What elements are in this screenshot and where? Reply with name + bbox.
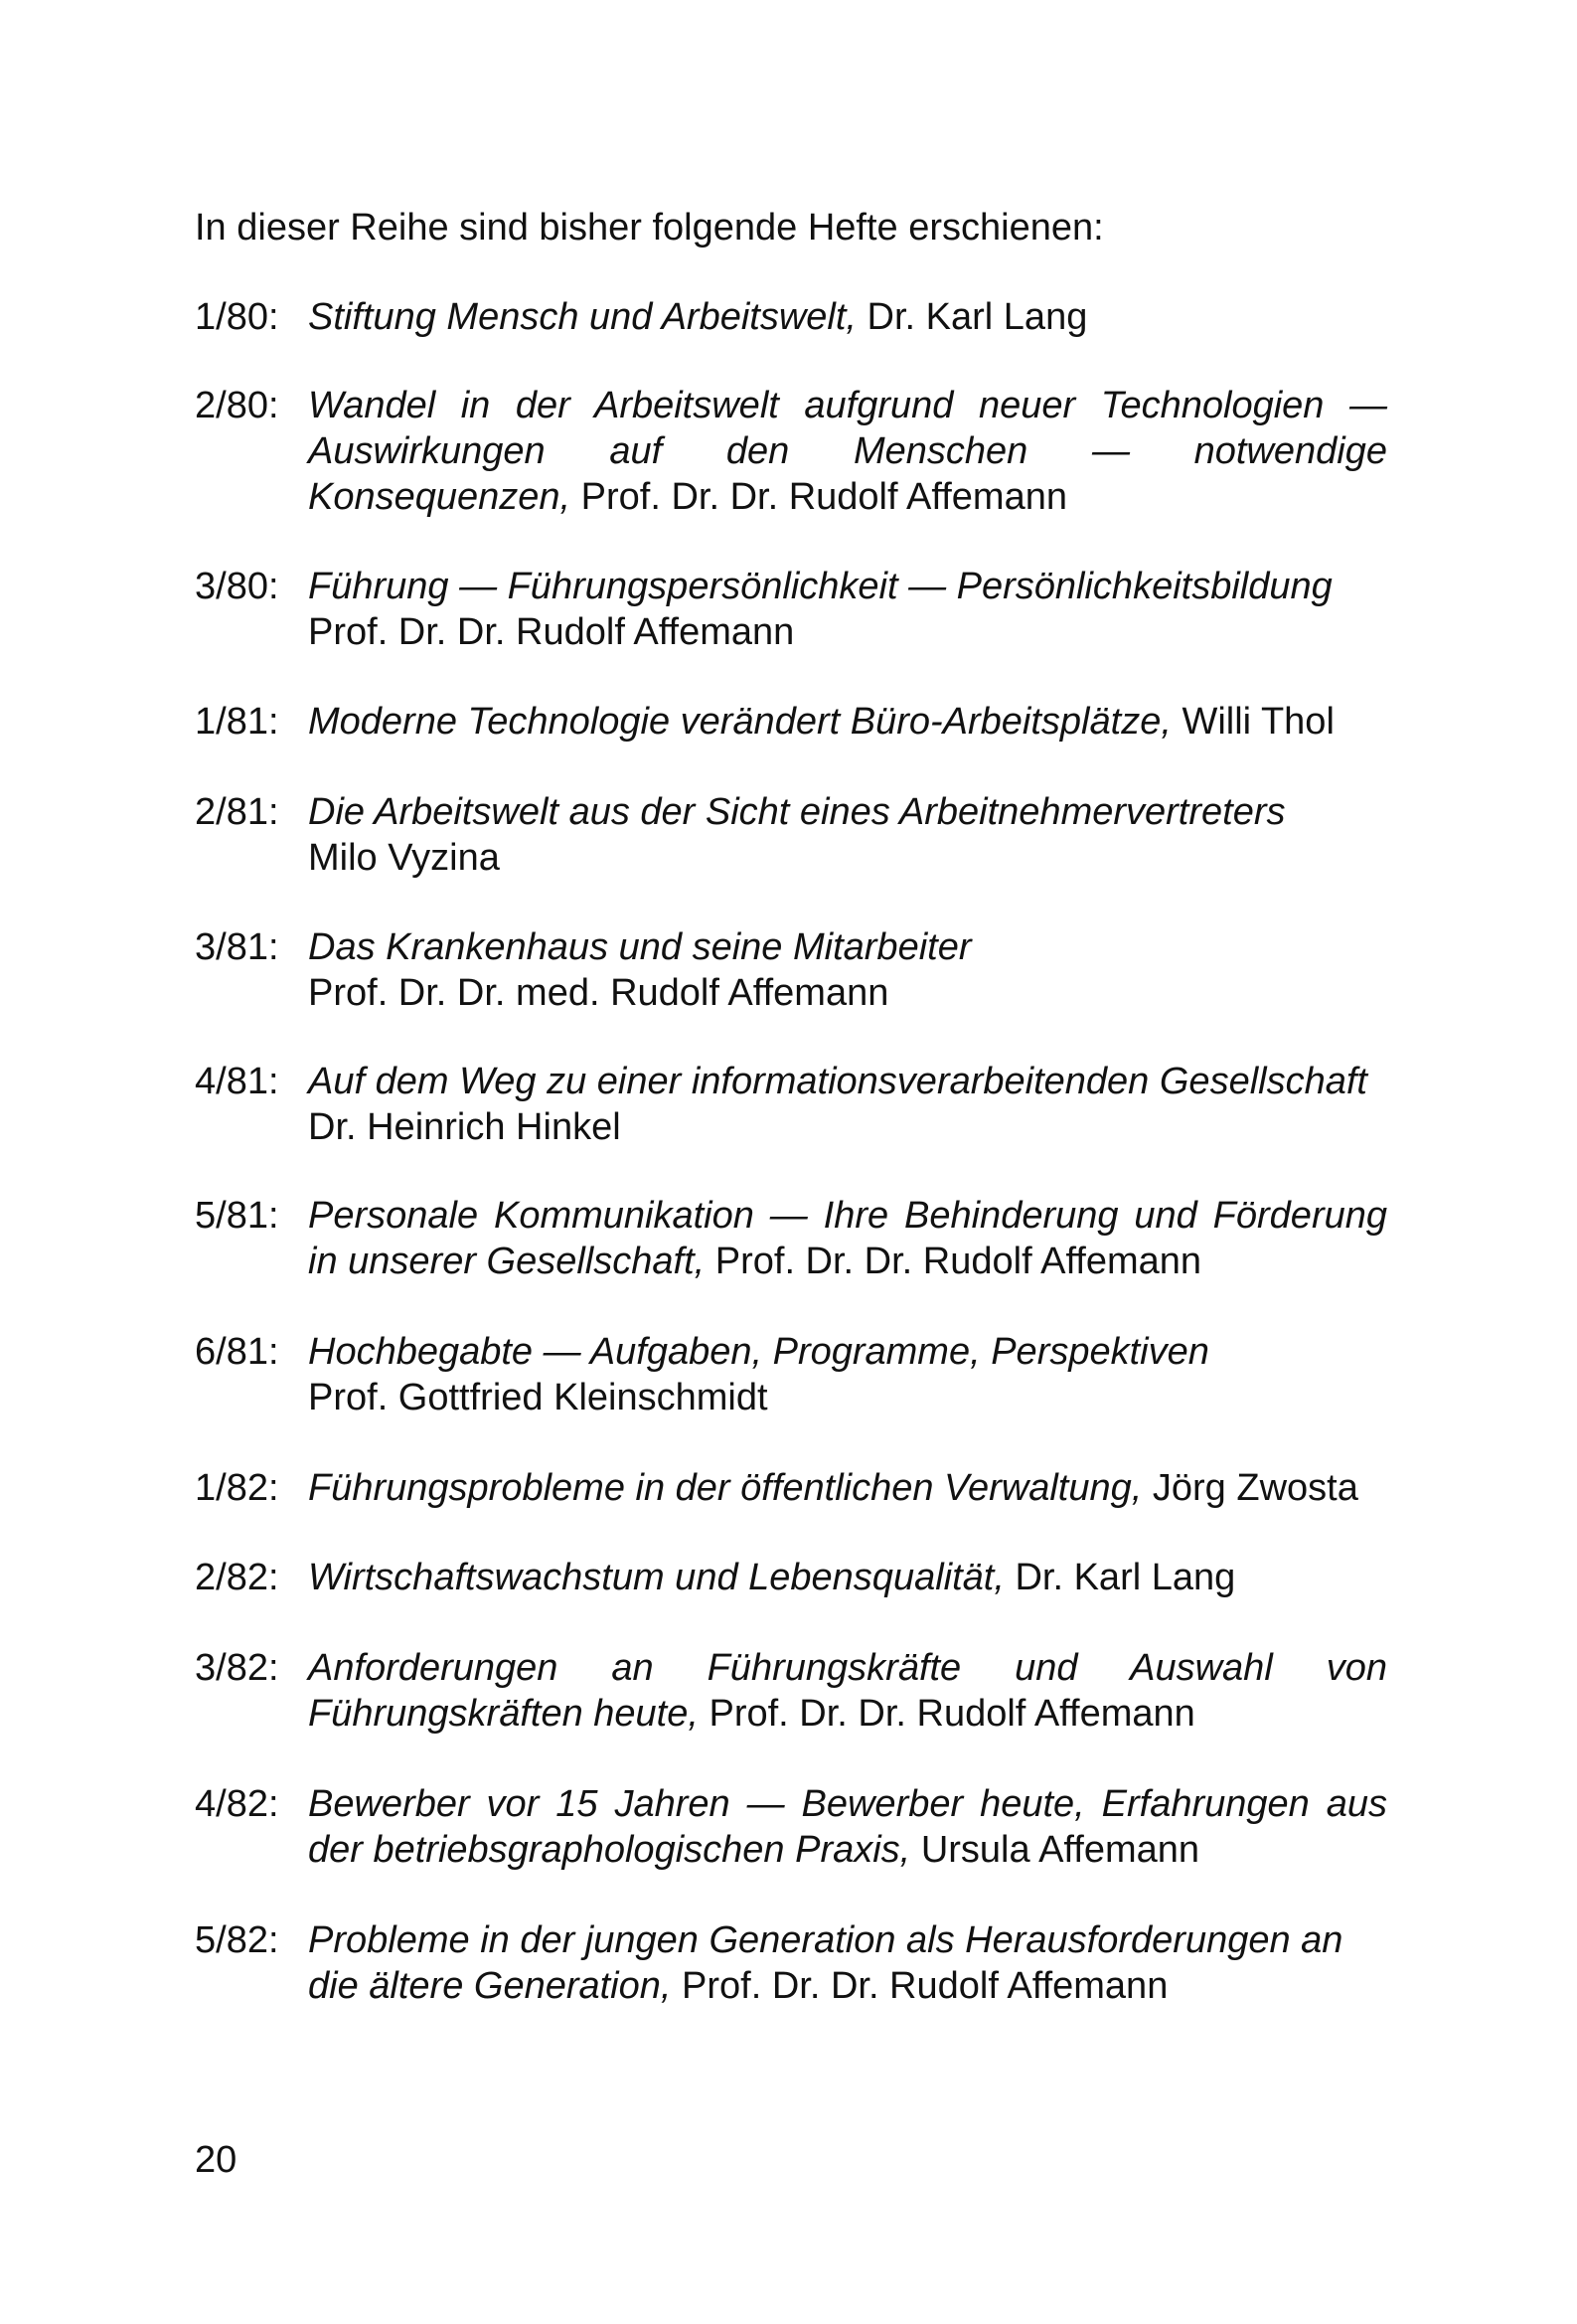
issue-number: 2/81: bbox=[195, 791, 279, 833]
intro-text: In dieser Reihe sind bisher folgende Hefte erschienen: bbox=[195, 207, 1104, 249]
issue-author: Prof. Dr. Dr. Rudolf Affemann bbox=[709, 1693, 1195, 1735]
issue-title: Führung — Führungspersönlichkeit — Persönlichkeitsbildung bbox=[308, 566, 1333, 607]
issue-author: Willi Thol bbox=[1182, 701, 1335, 743]
issue-number: 2/80: bbox=[195, 385, 279, 426]
issue-number: 1/80: bbox=[195, 296, 279, 338]
issue-author: Dr. Karl Lang bbox=[1015, 1557, 1236, 1598]
issue-title: Die Arbeitswelt aus der Sicht eines Arbeitnehmervertreters bbox=[308, 791, 1286, 833]
list-item bbox=[195, 924, 1387, 1016]
issue-author: Prof. Dr. Dr. Rudolf Affemann bbox=[308, 611, 795, 653]
issue-title: Stiftung Mensch und Arbeitswelt, bbox=[308, 296, 857, 338]
issue-number: 3/82: bbox=[195, 1647, 279, 1689]
issue-number: 1/82: bbox=[195, 1467, 279, 1509]
issue-number: 4/82: bbox=[195, 1783, 279, 1825]
issue-title: Probleme in der jungen Generation als Herausforderungen an die ältere Generation, bbox=[308, 1919, 1343, 2007]
page-number: 20 bbox=[195, 2139, 237, 2181]
issue-title: Führungsprobleme in der öffentlichen Verwaltung, bbox=[308, 1467, 1143, 1509]
list-item bbox=[195, 294, 1387, 340]
issue-number: 5/81: bbox=[195, 1195, 279, 1237]
issue-author: Prof. Dr. Dr. Rudolf Affemann bbox=[580, 476, 1067, 518]
issue-title: Hochbegabte — Aufgaben, Programme, Perspektiven bbox=[308, 1331, 1209, 1373]
issue-author: Dr. Karl Lang bbox=[867, 296, 1088, 338]
issue-number: 1/81: bbox=[195, 701, 279, 743]
issue-author: Milo Vyzina bbox=[308, 837, 500, 879]
issue-number: 3/80: bbox=[195, 566, 279, 607]
issue-number: 5/82: bbox=[195, 1919, 279, 1961]
list-item bbox=[195, 1465, 1387, 1511]
list-item bbox=[195, 1059, 1387, 1150]
issue-author: Prof. Dr. Dr. Rudolf Affemann bbox=[682, 1965, 1169, 2007]
list-item bbox=[195, 1781, 1387, 1873]
list-item bbox=[195, 1329, 1387, 1420]
issue-author: Prof. Gottfried Kleinschmidt bbox=[308, 1377, 768, 1418]
issue-title: Anforderungen an Führungskräfte und Auswahl von Führungskräften heute, bbox=[308, 1647, 1387, 1735]
issue-number: 3/81: bbox=[195, 926, 279, 968]
list-item bbox=[195, 1917, 1387, 2009]
issue-author: Ursula Affemann bbox=[920, 1829, 1200, 1871]
issue-title: Wirtschaftswachstum und Lebensqualität, bbox=[308, 1557, 1005, 1598]
issue-title: Das Krankenhaus und seine Mitarbeiter bbox=[308, 926, 972, 968]
issue-title: Moderne Technologie verändert Büro-Arbeitsplätze, bbox=[308, 701, 1172, 743]
issue-number: 4/81: bbox=[195, 1061, 279, 1102]
issue-author: Dr. Heinrich Hinkel bbox=[308, 1106, 621, 1148]
list-item bbox=[195, 564, 1387, 655]
issue-author: Prof. Dr. Dr. med. Rudolf Affemann bbox=[308, 972, 889, 1014]
issue-author: Jörg Zwosta bbox=[1152, 1467, 1358, 1509]
list-item bbox=[195, 699, 1387, 745]
issue-number: 6/81: bbox=[195, 1331, 279, 1373]
issue-title: Personale Kommunikation — Ihre Behinderung und Förderung in unserer Gesellschaft, bbox=[308, 1195, 1387, 1282]
issue-title: Wandel in der Arbeitswelt aufgrund neuer Technologien — Auswirkungen auf den Menschen — notwendige Konsequenzen, bbox=[308, 385, 1387, 518]
list-item bbox=[195, 789, 1387, 881]
list-item bbox=[195, 383, 1387, 520]
issue-number: 2/82: bbox=[195, 1557, 279, 1598]
list-item bbox=[195, 1193, 1387, 1284]
issue-title: Bewerber vor 15 Jahren — Bewerber heute, Erfahrungen aus der betriebsgraphologischen Praxis, bbox=[308, 1783, 1387, 1871]
issue-author: Prof. Dr. Dr. Rudolf Affemann bbox=[714, 1241, 1202, 1282]
list-item bbox=[195, 1555, 1387, 1600]
list-item bbox=[195, 1645, 1387, 1737]
issue-title: Auf dem Weg zu einer informationsverarbeitenden Gesellschaft bbox=[308, 1061, 1367, 1102]
